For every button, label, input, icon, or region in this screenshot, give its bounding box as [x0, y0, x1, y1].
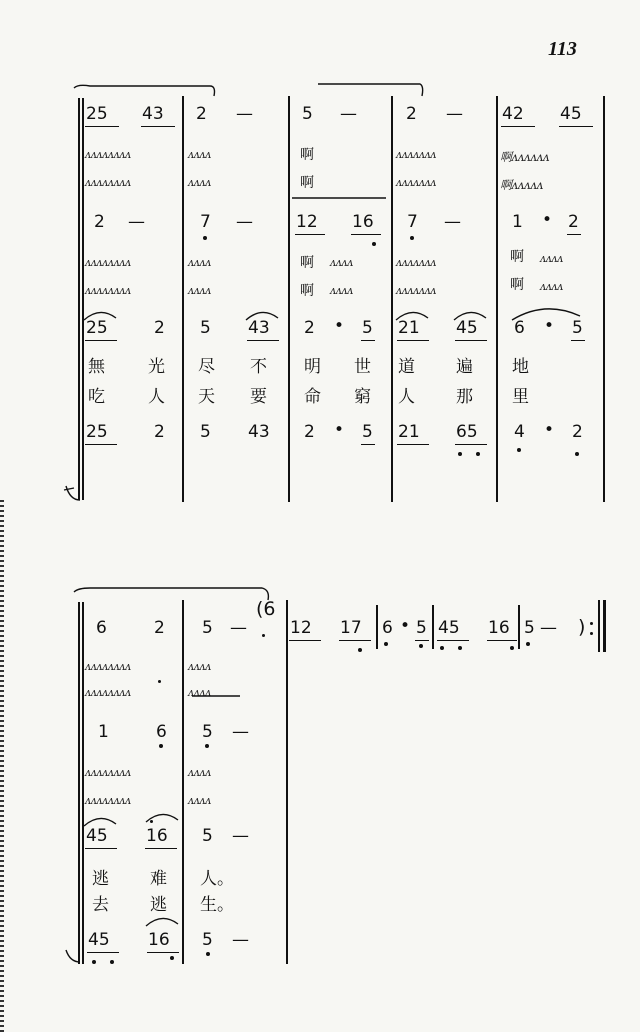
- note: 2: [154, 422, 165, 442]
- lyric-syllable: 命: [304, 387, 321, 407]
- note-group: 43: [142, 104, 164, 124]
- lyric-syllable: 啊: [300, 147, 314, 163]
- tremolo-line: ᴧᴧᴧᴧ: [330, 284, 353, 297]
- note-group: 43: [248, 422, 270, 442]
- dot-mark: •: [334, 316, 345, 336]
- note: 5: [200, 318, 211, 338]
- lyric-syllable: 明: [304, 357, 321, 377]
- dash: —: [540, 618, 557, 638]
- note: 2: [196, 104, 207, 124]
- tremolo-line: ᴧᴧᴧᴧᴧᴧᴧ: [396, 148, 437, 161]
- tremolo-line: ᴧᴧᴧᴧ: [188, 284, 211, 297]
- dash: —: [232, 930, 249, 950]
- tremolo-line: ᴧᴧᴧᴧ: [188, 766, 211, 779]
- tremolo-line: ᴧᴧᴧᴧᴧᴧᴧᴧ: [85, 794, 131, 807]
- note-group: 12: [290, 618, 312, 638]
- note: 5: [572, 318, 583, 338]
- dash: —: [232, 826, 249, 846]
- note-group: 25: [86, 318, 108, 338]
- note: 5: [362, 422, 373, 442]
- lyric-syllable: 無: [88, 357, 105, 377]
- tremolo-line: ᴧᴧᴧᴧᴧᴧᴧᴧ: [85, 284, 131, 297]
- dash: —: [230, 618, 247, 638]
- lyric-syllable: 逃: [92, 869, 109, 889]
- note: 7: [200, 212, 211, 232]
- lyric-syllable: 不: [250, 357, 267, 377]
- note-group: 45: [560, 104, 582, 124]
- tremolo-line: ᴧᴧᴧᴧ: [330, 256, 353, 269]
- lyric-syllable: 地: [512, 357, 529, 377]
- tremolo-line: ᴧᴧᴧᴧ: [188, 660, 211, 673]
- note-group: 45: [86, 826, 108, 846]
- lyric-syllable: 道: [398, 357, 415, 377]
- note: 2: [94, 212, 105, 232]
- dot-mark: •: [334, 420, 345, 440]
- lyric-syllable: 生。: [200, 895, 234, 915]
- dot-mark: •: [544, 420, 555, 440]
- note-group: 42: [502, 104, 524, 124]
- note-group: 45: [456, 318, 478, 338]
- tremolo-line: ᴧᴧᴧᴧᴧᴧᴧᴧ: [85, 686, 131, 699]
- lyric-syllable: 那: [456, 387, 473, 407]
- note: 6: [514, 318, 525, 338]
- tremolo-line: ᴧᴧᴧᴧᴧᴧᴧᴧ: [85, 148, 131, 161]
- lyric-syllable: 人: [398, 387, 415, 407]
- dash: —: [446, 104, 463, 124]
- note: 2: [568, 212, 579, 232]
- note-group: 45: [88, 930, 110, 950]
- page-number: 113: [548, 38, 577, 60]
- dash: —: [236, 212, 253, 232]
- note: 5: [200, 422, 211, 442]
- lyric-syllable: 里: [512, 387, 529, 407]
- note: 1: [98, 722, 109, 742]
- lyric-syllable: 要: [250, 387, 267, 407]
- tremolo-line: ᴧᴧᴧᴧᴧᴧᴧ: [396, 256, 437, 269]
- note: 5: [524, 618, 535, 638]
- lyric-syllable: 吃: [88, 387, 105, 407]
- dash: —: [340, 104, 357, 124]
- note: 7: [407, 212, 418, 232]
- dash: —: [444, 212, 461, 232]
- note-group: 12: [296, 212, 318, 232]
- note-group: 16: [146, 826, 168, 846]
- parenthesis-close: ): [578, 616, 586, 638]
- lyric-syllable: 人: [148, 387, 165, 407]
- lyric-syllable: 窮: [354, 387, 371, 407]
- tremolo-line: ᴧᴧᴧᴧ: [540, 252, 563, 265]
- note-group: 17: [340, 618, 362, 638]
- lyric-syllable: 啊: [300, 283, 314, 299]
- dot-mark: •: [542, 210, 553, 230]
- note: 2: [154, 318, 165, 338]
- dot-mark: •: [544, 316, 555, 336]
- note: 5: [202, 930, 213, 950]
- note: 2: [304, 318, 315, 338]
- tremolo-line: ᴧᴧᴧᴧᴧᴧᴧᴧ: [85, 766, 131, 779]
- tremolo-line: ᴧᴧᴧᴧ: [188, 256, 211, 269]
- note-group: 21: [398, 318, 420, 338]
- note-group: 65: [456, 422, 478, 442]
- note-group: 45: [438, 618, 460, 638]
- tremolo-line: ᴧᴧᴧᴧᴧᴧᴧᴧ: [85, 256, 131, 269]
- dash: —: [232, 722, 249, 742]
- tremolo-line: ᴧᴧᴧᴧᴧᴧᴧ: [396, 176, 437, 189]
- tremolo-line: ᴧᴧᴧᴧ: [188, 176, 211, 189]
- note-group: 25: [86, 422, 108, 442]
- tremolo-line: ᴧᴧᴧᴧᴧᴧᴧᴧ: [85, 176, 131, 189]
- note: 6: [382, 618, 393, 638]
- note: 1: [512, 212, 523, 232]
- tremolo-line: ᴧᴧᴧᴧ: [188, 148, 211, 161]
- lyric-syllable: 啊: [510, 249, 524, 265]
- note: 5: [202, 722, 213, 742]
- tremolo-line: ᴧᴧᴧᴧᴧᴧᴧ: [396, 284, 437, 297]
- note-group: 16: [488, 618, 510, 638]
- note: 5: [416, 618, 427, 638]
- note: 6: [96, 618, 107, 638]
- note-group: 16: [148, 930, 170, 950]
- dot-mark: •: [400, 616, 411, 636]
- lyric-syllable: 逃: [150, 895, 167, 915]
- lyric-syllable: 啊: [510, 277, 524, 293]
- lyric-syllable: 啊: [300, 255, 314, 271]
- dash: —: [236, 104, 253, 124]
- note-group: 16: [352, 212, 374, 232]
- note: 4: [514, 422, 525, 442]
- dash: —: [128, 212, 145, 232]
- lyric-syllable: 世: [354, 357, 371, 377]
- lyric-syllable: 啊: [300, 175, 314, 191]
- tremolo-line: 啊ᴧᴧᴧᴧᴧ: [500, 178, 543, 192]
- note-group: 25: [86, 104, 108, 124]
- note: 2: [154, 618, 165, 638]
- tremolo-line: ᴧᴧᴧᴧᴧᴧᴧᴧ: [85, 660, 131, 673]
- note: 2: [406, 104, 417, 124]
- note: 5: [362, 318, 373, 338]
- tremolo-line: 啊ᴧᴧᴧᴧᴧᴧ: [500, 150, 550, 164]
- lyric-syllable: 尽: [198, 357, 215, 377]
- lyric-syllable: 人。: [200, 869, 234, 889]
- lyric-syllable: 难: [150, 869, 167, 889]
- note-group: 43: [248, 318, 270, 338]
- lyric-syllable: 遍: [456, 357, 473, 377]
- parenthesis-open: (6: [256, 598, 276, 620]
- note: 5: [302, 104, 313, 124]
- note: 6: [156, 722, 167, 742]
- tremolo-line: ᴧᴧᴧᴧ: [540, 280, 563, 293]
- tremolo-line: ᴧᴧᴧᴧ: [188, 686, 211, 699]
- note: 5: [202, 826, 213, 846]
- tremolo-line: ᴧᴧᴧᴧ: [188, 794, 211, 807]
- note: 2: [572, 422, 583, 442]
- lyric-syllable: 光: [148, 357, 165, 377]
- note: 5: [202, 618, 213, 638]
- note: 2: [304, 422, 315, 442]
- note-group: 21: [398, 422, 420, 442]
- lyric-syllable: 天: [198, 387, 215, 407]
- lyric-syllable: 去: [92, 895, 109, 915]
